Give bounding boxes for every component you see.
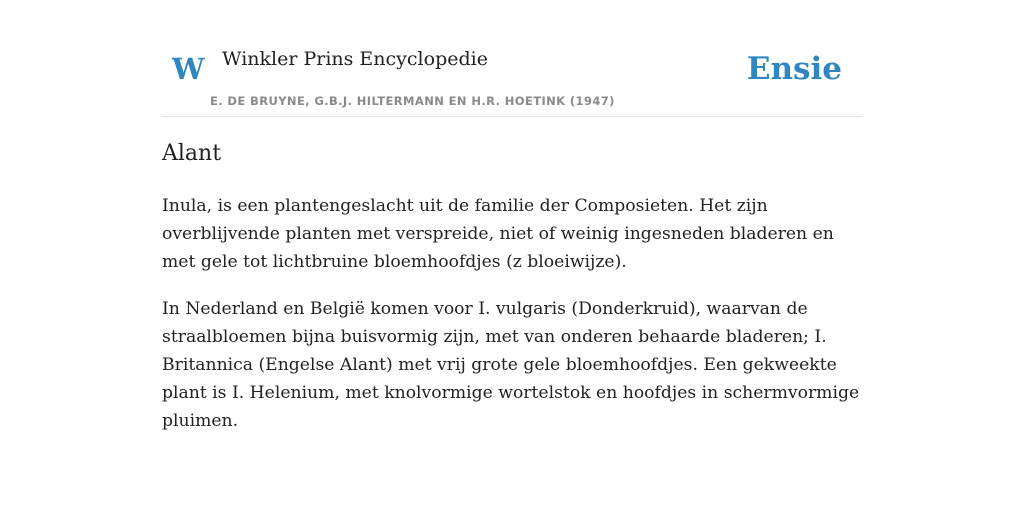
book-title-link[interactable]: Winkler Prins Encyclopedie (222, 48, 488, 70)
entry-title: Alant (162, 141, 222, 166)
winkler-prins-logo[interactable]: W (172, 52, 205, 86)
source-header (162, 0, 862, 117)
authors-line: E. DE BRUYNE, G.B.J. HILTERMANN EN H.R. HOETINK (1947) (210, 94, 615, 108)
ensie-logo-link[interactable]: Ensie (746, 51, 842, 87)
encyclopedia-page (162, 0, 862, 512)
article-paragraph: Inula, is een plantengeslacht uit de familie der Composieten. Het zijn overblijvende planten met verspreide, niet of weinig ingesneden bladeren en met gele tot lichtbruine bloemhoofdjes (z bloeiwijze). (162, 196, 834, 272)
article-paragraph: In Nederland en België komen voor I. vulgaris (Donderkruid), waarvan de straalbloemen bijna buisvormig zijn, met van onderen behaarde bladeren; I. Britannica (Engelse Alant) met vrij grote gele bloemhoofdjes. Een gekweekte plant is I. Helenium, met knolvormige wortelstok en hoofdjes in schermvormige pluimen. (162, 299, 860, 431)
